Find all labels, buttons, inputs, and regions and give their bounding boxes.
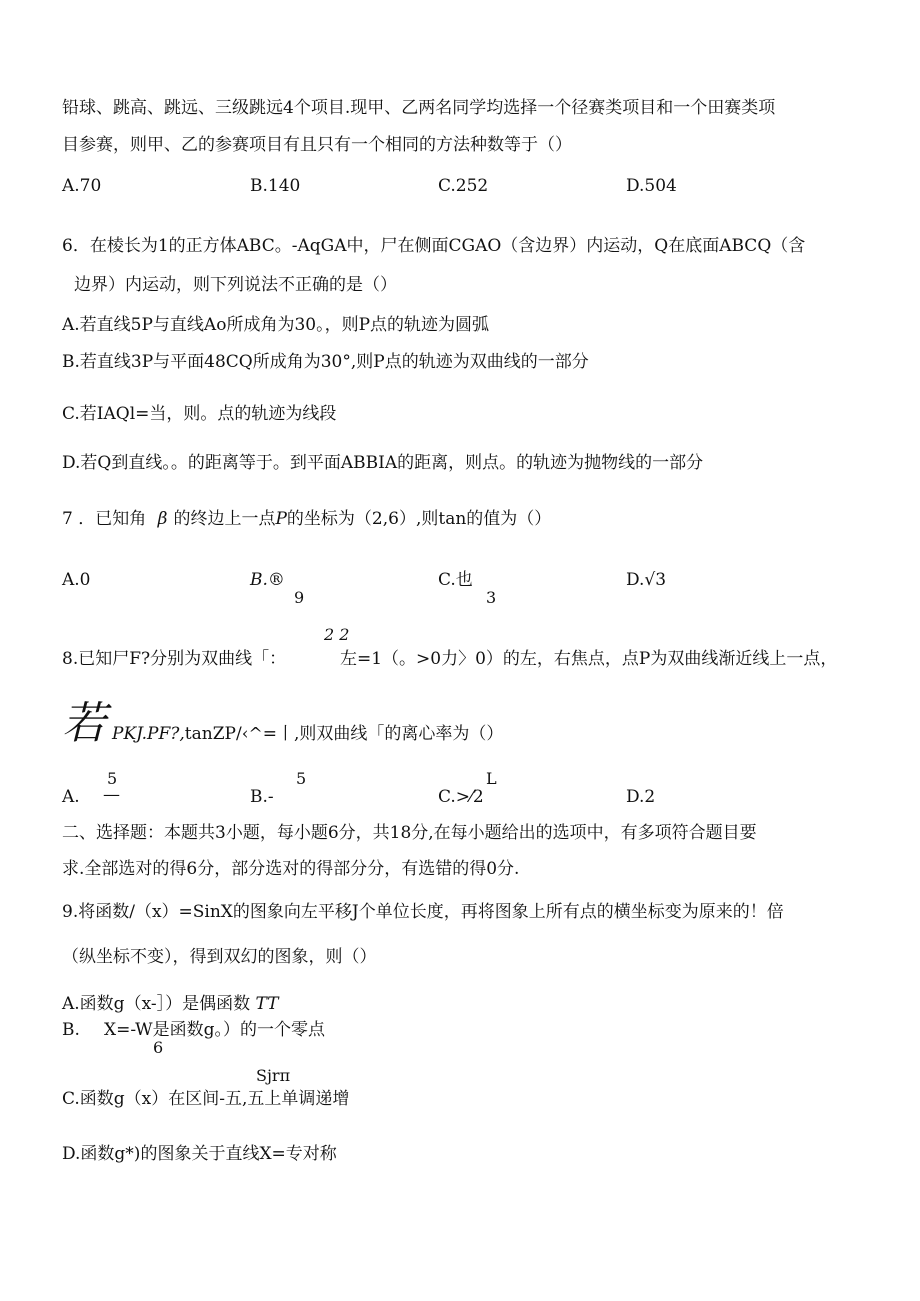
q7-beta: β — [157, 509, 168, 529]
q8-option-a-numerator: 5 — [107, 769, 118, 788]
q7-option-b-denominator: 9 — [294, 588, 305, 607]
q6-stem-line1: 6．在棱长为1的正方体ABC。-AqGA中，尸在侧面CGAO（含边界）内运动，Q在底面ABCQ（含 — [62, 236, 806, 256]
q9-option-a-text: A.函数g（x-］）是偶函数 — [62, 994, 251, 1014]
q9-stem-line1: 9.将函数/（x）=SinX的图象向左平移J个单位长度，再将图象上所有点的横坐标变为原来的！倍 — [62, 902, 784, 922]
q9-stem-line2: （纵坐标不变），得到双幻的图象，则（） — [62, 947, 377, 967]
q8-option-c-top: L — [486, 769, 497, 788]
section2-heading-line2: 求.全部选对的得6分，部分选对的得部分分，有选错的得0分. — [62, 859, 520, 879]
q8-option-c: C.>⁄2 — [438, 787, 484, 807]
q8-option-d: D.2 — [626, 787, 656, 807]
q7-option-c: C.也 — [438, 570, 473, 590]
q8-stem-line1a: 8.已知尸F?分别为双曲线「： — [62, 649, 287, 669]
q8-option-a: A. — [62, 787, 80, 807]
q5-option-a: A.70 — [62, 176, 102, 196]
q8-option-b: B.- — [250, 787, 274, 807]
q9-option-d: D.函数g*)的图象关于直线X=专对称 — [62, 1144, 337, 1164]
q8-stem-line1b: 左=1（。>0力〉0）的左，右焦点，点P为双曲线渐近线上一点， — [340, 649, 838, 669]
q6-option-c: C.若IAQl=当，则。点的轨迹为线段 — [62, 404, 337, 424]
q8-superscripts: 2 2 — [324, 625, 350, 644]
q7-option-c-denominator: 3 — [486, 588, 497, 607]
q7-point-p: P — [275, 509, 287, 529]
q7-option-b: B.® — [250, 570, 285, 590]
q8-option-a-bar: — — [103, 785, 120, 805]
q9-option-a-tt: TT — [255, 994, 279, 1014]
q7-stem-part1: 7 ．已知角 — [62, 509, 147, 529]
q7-option-d: D.√3 — [626, 570, 667, 590]
q9-option-b-label: B. — [62, 1020, 80, 1040]
q7-stem-part3: 的坐标为（2,6）,则tan的值为（） — [286, 509, 552, 529]
q8-stem-line2-text: tanZP/‹^=丨,则双曲线「的离心率为（） — [184, 724, 504, 744]
q9-option-b: X=-W是函数g。）的一个零点 — [104, 1020, 326, 1040]
q5-option-c: C.252 — [438, 176, 489, 196]
q8-ruo-glyph: 若 — [62, 698, 106, 749]
q7-stem-part2: 的终边上一点 — [173, 509, 276, 529]
q6-option-d: D.若Q到直线。。的距离等于。到平面ABBIA的距离，则点。的轨迹为抛物线的一部分 — [62, 453, 704, 473]
q8-option-b-numerator: 5 — [296, 769, 307, 788]
q9-option-c-top: Sjrπ — [256, 1066, 291, 1085]
q6-stem-line2: 边界）内运动，则下列说法不正确的是（） — [74, 275, 397, 295]
section2-heading-line1: 二、选择题：本题共3小题，每小题6分，共18分,在每小题给出的选项中，有多项符合题目要 — [62, 823, 757, 843]
q6-option-b: B.若直线3P与平面48CQ所成角为30°,则P点的轨迹为双曲线的一部分 — [62, 352, 589, 372]
q9-option-c: C.函数g（x）在区间-五,五上单调递增 — [62, 1089, 350, 1109]
q8-stem-line2-italic: PKJ.PF?, — [112, 724, 185, 744]
q5-stem-line1: 铅球、跳高、跳远、三级跳远4个项目.现甲、乙两名同学均选择一个径赛类项目和一个田赛类项 — [62, 98, 776, 118]
q7-stem — [62, 508, 551, 530]
q9-option-b-denominator: 6 — [153, 1038, 164, 1057]
q5-stem-line2: 目参赛，则甲、乙的参赛项目有且只有一个相同的方法种数等于（） — [62, 135, 572, 155]
q8-stem-line2 — [112, 723, 503, 745]
q7-option-a: A.0 — [62, 570, 91, 590]
q9-option-a — [62, 993, 279, 1015]
q6-option-a: A.若直线5P与直线Ao所成角为30。，则P点的轨迹为圆弧 — [62, 315, 490, 335]
q5-option-d: D.504 — [626, 176, 677, 196]
q5-option-b: B.140 — [250, 176, 301, 196]
